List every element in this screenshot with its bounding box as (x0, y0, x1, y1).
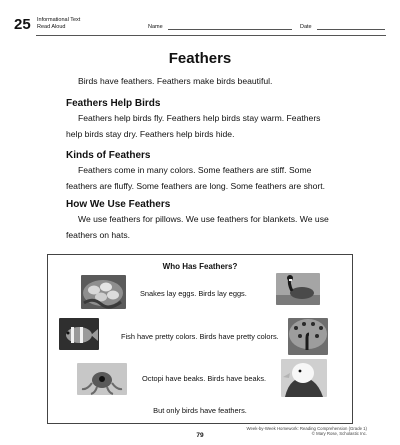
date-blank[interactable] (317, 29, 385, 30)
caption-feathers: But only birds have feathers. (153, 406, 247, 415)
lesson-type-line2: Read Aloud (37, 23, 66, 30)
section-body-use (66, 211, 346, 243)
name-blank[interactable] (168, 29, 292, 30)
section-body-kinds (66, 162, 346, 194)
section-kinds-line2: feathers are fluffy. Some feathers are long. Some feathers are short. (66, 181, 326, 191)
credit-line1: Week-by-Week Homework: Reading Comprehension (Grade 1) (246, 426, 367, 431)
name-label: Name (148, 24, 163, 30)
caption-eggs: Snakes lay eggs. Birds lay eggs. (140, 289, 247, 298)
clownfish-photo (59, 318, 99, 350)
peacock-photo (288, 318, 328, 355)
section-use-line2: feathers on hats. (66, 230, 131, 240)
intro-paragraph: Birds have feathers. Feathers make birds beautiful. (78, 76, 273, 86)
lesson-number: 25 (14, 16, 31, 33)
lesson-type (37, 17, 80, 30)
lesson-type-line1: Informational Text (37, 17, 81, 23)
section-heading-kinds: Kinds of Feathers (66, 150, 151, 161)
date-label: Date (300, 24, 312, 30)
section-help-line1: Feathers help birds fly. Feathers help birds stay warm. Feathers (78, 113, 321, 123)
page-title: Feathers (168, 50, 232, 67)
goose-photo (276, 273, 320, 305)
credit-line2: © Mary Rose, Scholastic Inc. (311, 431, 367, 437)
section-heading-help: Feathers Help Birds (66, 98, 161, 109)
snake-eggs-photo (81, 275, 126, 309)
page-number: 79 (196, 432, 204, 439)
section-body-help (66, 110, 346, 142)
who-has-feathers-box (47, 254, 353, 424)
section-kinds-line1: Feathers come in many colors. Some feathers are stiff. Some (78, 165, 312, 175)
section-use-line1: We use feathers for pillows. We use feathers for blankets. We use (78, 214, 329, 224)
caption-beaks: Octopi have beaks. Birds have beaks. (142, 374, 267, 383)
caption-colors: Fish have pretty colors. Birds have pretty colors. (121, 332, 279, 341)
octopus-photo (77, 363, 127, 395)
section-heading-use: How We Use Feathers (66, 199, 171, 210)
header-rule (36, 35, 386, 36)
worksheet-header (14, 16, 386, 36)
section-help-line2: help birds stay dry. Feathers help birds hide. (66, 129, 235, 139)
box-title: Who Has Feathers? (162, 262, 238, 271)
eagle-photo (281, 359, 327, 397)
